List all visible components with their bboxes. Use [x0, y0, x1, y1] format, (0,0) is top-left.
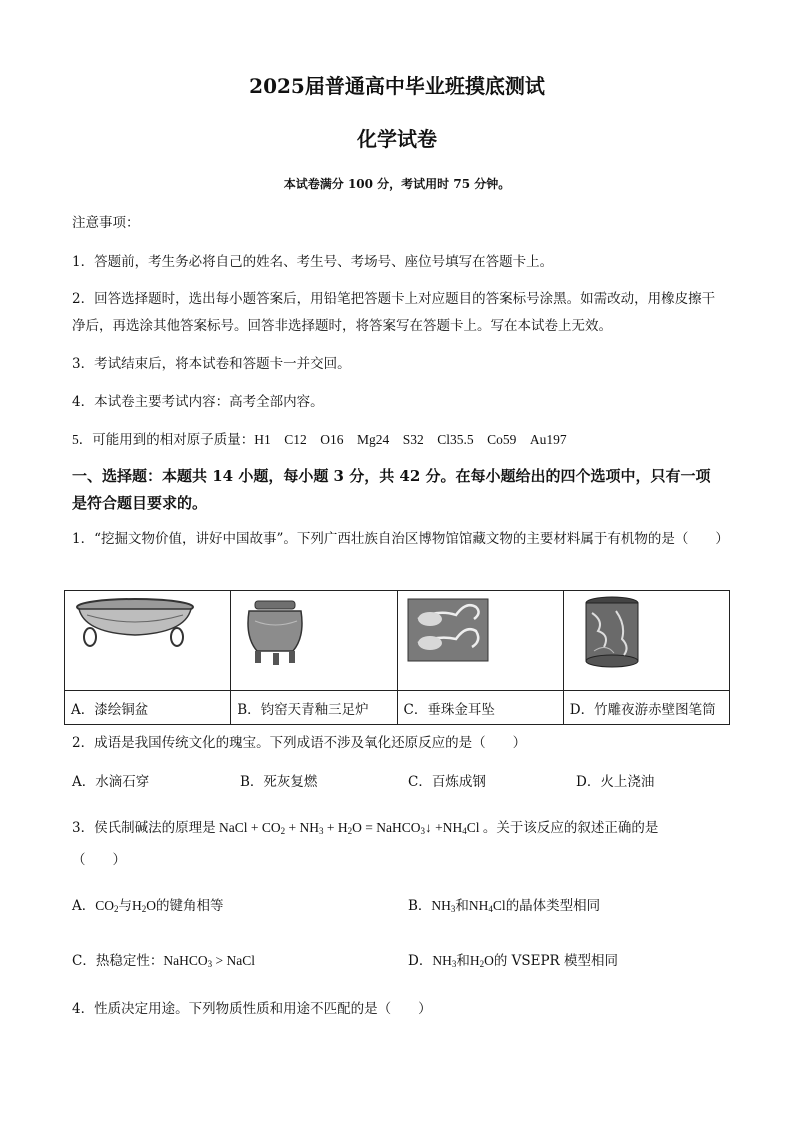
q3-b-suffix: 的晶体类型相同 [505, 898, 601, 914]
q3-d-mid: 和 [456, 953, 470, 969]
q3-a-formula-1: $CO_2$ [95, 898, 119, 914]
q3-d-formula-2: $H_2O$ [469, 953, 494, 969]
q3-b-formula-2: $NH_4Cl$ [468, 898, 506, 914]
q3-paren: （ ） [72, 852, 126, 868]
artifact-table [64, 590, 730, 725]
q3-d-prefix: D． [408, 953, 433, 969]
q1-option-b: B．钧窑天青釉三足炉 [231, 691, 397, 725]
q3-c-formula: NaHCO$_3$ > NaCl [163, 953, 255, 969]
q3-option-a [72, 894, 224, 914]
note-item-3: 3．考试结束后，将本试卷和答题卡一并交回。 [72, 356, 351, 372]
q3-a-suffix: 的键角相等 [156, 898, 224, 914]
note-item-1: 1．答题前，考生务必将自己的姓名、考生号、考场号、座位号填写在答题卡上。 [72, 254, 554, 270]
q3-b-mid: 和 [455, 898, 469, 914]
note-item-5: 5．可能用到的相对原子质量：H1 C12 O16 Mg24 S32 Cl35.5 Co59 Au197 [72, 432, 567, 447]
q3-b-formula-1: $NH_3$ [431, 898, 456, 914]
q1-option-c: C．垂珠金耳坠 [397, 691, 563, 725]
exam-title: 2025届普通高中毕业班摸底测试 [249, 74, 545, 98]
q3-c-prefix: C．热稳定性： [72, 953, 164, 969]
q2-option-c: C．百炼成钢 [408, 774, 486, 790]
q2-option-a: A．水滴石穿 [72, 774, 150, 790]
exam-info: 本试卷满分 100 分，考试用时 75 分钟。 [283, 177, 511, 191]
question-2-stem: 2．成语是我国传统文化的瑰宝。下列成语不涉及氧化还原反应的是（ ） [72, 735, 527, 751]
q3-d-formula-1: $NH_3$ [432, 953, 457, 969]
q1-option-d: D．竹雕夜游赤壁图笔筒 [563, 691, 729, 725]
q3-option-c [72, 949, 255, 969]
q3-d-suffix: 的 VSEPR 模型相同 [493, 953, 619, 969]
question-3-stem [72, 816, 658, 836]
q3-a-prefix: A． [72, 898, 96, 914]
note-item-4: 4．本试卷主要考试内容：高考全部内容。 [72, 394, 324, 410]
q3-stem-suffix: 。关于该反应的叙述正确的是 [482, 820, 659, 836]
q3-a-formula-2: $H_2O$ [132, 898, 157, 914]
q2-option-d: D．火上浇油 [576, 774, 655, 790]
q1-option-a: A．漆绘铜盆 [65, 691, 231, 725]
q2-option-b: B．死灰复燃 [240, 774, 318, 790]
artifact-image-gold-earrings [397, 591, 563, 691]
note-item-2: 2．回答选择题时，选出每小题答案后，用铅笔把答题卡上对应题目的答案标号涂黑。如需改动，用橡皮擦干净后，再选涂其他答案标号。回答非选择题时，将答案写在答题卡上。写在本试卷上无效。 [72, 291, 716, 334]
q3-option-d [408, 949, 618, 969]
exam-subtitle: 化学试卷 [357, 127, 437, 151]
q3-option-b [408, 894, 600, 914]
q3-equation: NaCl + $CO_2 + NH_3 + H_2O$ = NaHCO$_3$↓ $+NH_4Cl$ [215, 820, 483, 836]
q3-stem-prefix: 3．侯氏制碱法的原理是 [72, 820, 216, 836]
q3-b-prefix: B． [408, 898, 432, 914]
artifact-image-copper-basin [65, 591, 231, 691]
notes-heading: 注意事项： [72, 215, 140, 231]
question-4-stem: 4．性质决定用途。下列物质性质和用途不匹配的是（ ） [72, 1001, 432, 1017]
q3-a-mid: 与 [118, 898, 133, 914]
question-1-stem: 1．“挖掘文物价值，讲好中国故事”。下列广西壮族自治区博物馆馆藏文物的主要材料属于有机物的是（ ） [72, 531, 729, 547]
artifact-image-tripod-censer [231, 591, 397, 691]
artifact-image-bamboo-brush-pot [563, 591, 729, 691]
section-heading: 一、选择题：本题共 14 小题，每小题 3 分，共 42 分。在每小题给出的四个选项中，只有一项是符合题目要求的。 [72, 467, 711, 512]
